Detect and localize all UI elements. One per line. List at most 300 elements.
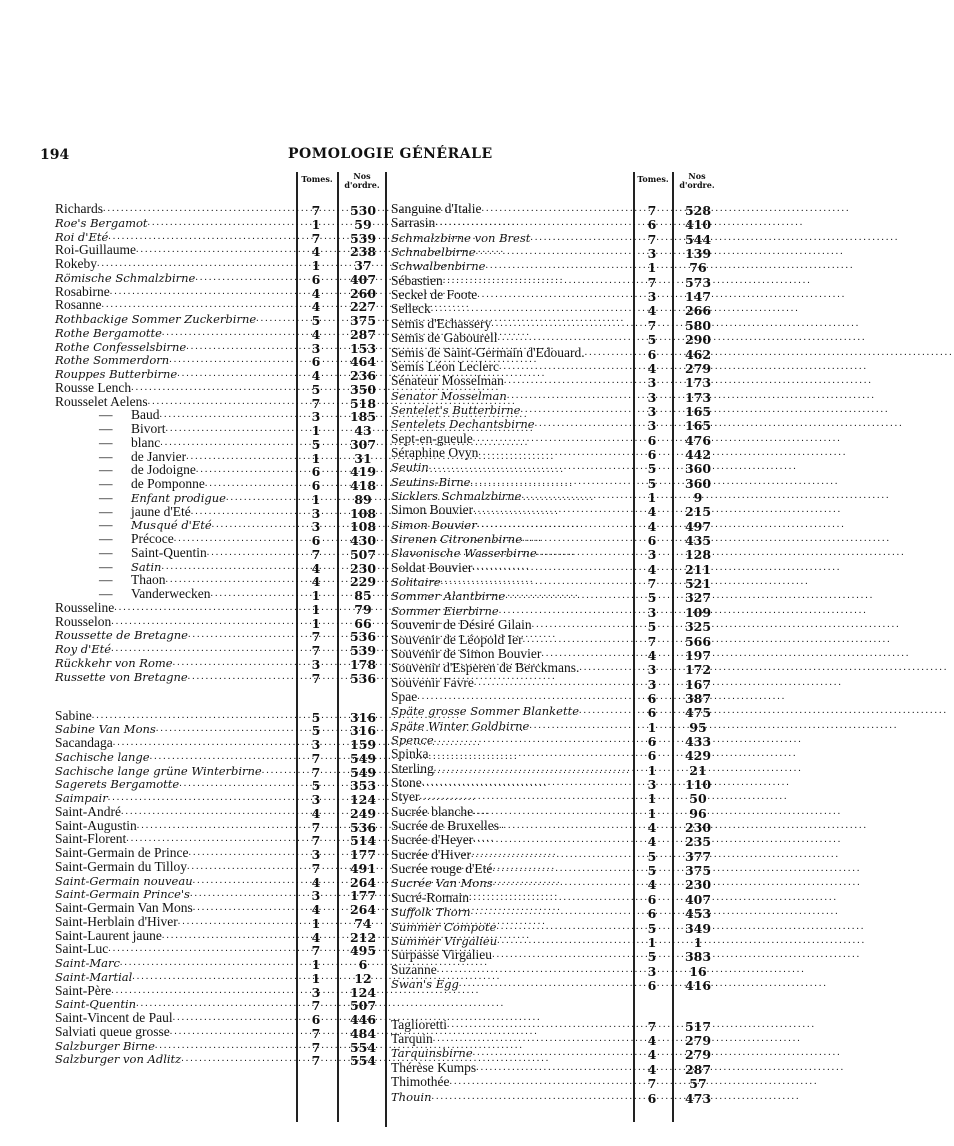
order-number: 85 [354,588,372,603]
entry-name: Sucrée d'Hiver [391,846,472,862]
tome-number: 5 [647,475,657,491]
tome-number: 7 [311,750,321,766]
entry-name: Satin [131,559,162,574]
order-number: 287 [684,1061,712,1077]
dot-leader [434,733,803,747]
tome-number: 3 [311,984,321,1000]
entry-name: de Pomponne [131,476,205,491]
index-entry [55,709,295,723]
entry-name: Sentelets Dechantsbirne [391,417,535,432]
index-entry [55,670,295,684]
entry-name: Sommer Alantbirne [391,589,506,604]
tome-number: 7 [311,1025,321,1041]
dot-leader [491,317,860,331]
index-entry [391,231,633,245]
tome-number: 3 [311,340,321,356]
index-entry [391,819,633,833]
entry-name: Seutin [391,460,429,475]
tome-number: 4 [311,874,321,890]
entry-name: Semis de Saint-Germain d'Edouard. [391,344,585,360]
entry-name: Rosabirne [55,283,110,299]
entry-name: Simon Bouvier [391,517,477,532]
tome-number: 7 [647,633,657,649]
entry-name: Styer [391,789,420,805]
index-entry [391,245,633,259]
order-number: 108 [349,505,377,521]
tome-number: 3 [311,888,321,904]
entry-name: Suzanne [391,961,437,977]
index-entry [55,970,295,984]
entry-name: Musqué d'Eté [131,518,212,533]
index-entry [391,948,633,962]
order-number: 349 [684,920,712,936]
tome-number: 3 [311,409,321,425]
index-entry [391,704,633,718]
index-entry [55,942,295,956]
tome-number: 5 [647,848,657,864]
order-number: 473 [684,1090,712,1106]
order-number: 442 [684,446,712,462]
entry-name: Suffolk Thorn [391,905,471,920]
index-entry [55,408,295,422]
index-entry [391,1061,633,1075]
index-entry [391,790,633,804]
order-number: 464 [349,354,377,370]
order-number: 536 [349,670,377,686]
entry-name: Sucrée Van Mons [391,876,493,891]
tome-number: 6 [647,690,657,706]
entry-name: Rokeby [55,256,97,271]
entry-name: Souvenir de Désiré Gilain [391,617,532,633]
order-number: 316 [349,723,377,739]
tome-number: 6 [647,906,657,922]
tome-number: 7 [647,203,657,218]
tome-number: 3 [311,737,321,753]
tome-number: 6 [311,354,321,370]
tome-number: 4 [647,1033,657,1049]
entry-name: Salviati queue grosse [55,1023,170,1039]
order-number: 316 [349,709,377,725]
entry-name: Bivort [131,421,166,436]
order-number: 419 [349,464,377,480]
tome-number: 3 [647,547,657,563]
entry-name: Rosanne [55,297,102,313]
entry-name: Roussette de Bretagne [55,628,188,643]
order-number: 74 [354,915,372,931]
index-entry [391,733,633,747]
order-number: 549 [349,750,377,766]
tome-number: 1 [647,490,657,505]
order-number: 172 [684,662,712,678]
tome-number: 7 [311,230,321,246]
index-entry [391,934,633,948]
dot-leader [431,302,800,319]
order-number: 407 [684,891,712,907]
index-entry [391,546,633,560]
dot-leader [541,647,910,661]
tome-number: 4 [647,1047,657,1063]
tome-number: 3 [647,375,657,391]
tome-number: 1 [647,260,657,276]
entry-name: Thouin [391,1089,432,1104]
entry-name: Rothe Sommerdorn [55,353,170,368]
index-entry [391,977,633,991]
index-entry [391,1018,633,1032]
order-number: 153 [349,340,377,356]
tome-number: 1 [311,491,321,507]
order-number: 12 [354,970,372,986]
index-entry [391,446,633,460]
order-number: 229 [349,574,377,590]
tome-number: 5 [647,461,657,477]
order-number: 429 [684,748,712,764]
tome-number: 5 [647,863,657,879]
index-entry [55,491,295,505]
entry-name: Swan's Egg [391,976,459,991]
tome-number: 1 [647,719,657,735]
tome-number: 6 [311,271,321,287]
index-entry [391,762,633,776]
entry-name: Semis d'Echassery [391,315,492,331]
entry-name: Enfant prodigue [131,490,226,505]
index-entry [391,417,633,431]
order-number: 264 [349,902,377,918]
entry-name: Sept-en-gueule [391,430,473,446]
order-number: 462 [684,346,712,362]
index-entry [391,891,633,905]
entry-name: Sucré-Romain [391,889,469,905]
entry-name: Sabine Van Mons [55,722,156,737]
order-number: 375 [684,863,712,879]
index-entry [391,475,633,489]
order-number: 264 [349,874,377,890]
tome-number: 3 [647,389,657,405]
tome-number: 4 [647,518,657,534]
tome-number: 6 [647,891,657,907]
order-number: 475 [684,705,712,721]
index-entry [55,340,295,354]
entry-name: Rothbackige Sommer Zuckerbirne [55,312,257,326]
index-entry [391,719,633,733]
index-entry [391,589,633,603]
index-entry [55,477,295,491]
ditto-dash: — [99,558,113,574]
tome-number: 1 [311,423,321,438]
index-entry [55,422,295,436]
entry-name: Senator Mosselman [391,388,507,403]
order-number: 418 [349,478,377,493]
tome-number: 7 [647,317,657,333]
order-number: 290 [684,332,712,348]
dot-leader [432,1090,801,1104]
order-number: 507 [349,998,377,1014]
tome-number: 1 [647,791,657,807]
entry-name: Roy d'Eté [55,642,112,656]
index-entry [391,1032,633,1046]
order-number: 491 [349,860,377,876]
order-number: 230 [684,820,712,836]
entry-name: Saint-Germain du Tilloy [55,858,188,874]
ditto-dash: — [99,572,113,588]
entry-name: Summer Virgalieu [391,933,498,948]
order-number: 165 [684,403,712,419]
index-entry [391,848,633,862]
order-number: 507 [349,546,377,562]
index-entry [55,874,295,888]
ditto-dash: — [99,434,113,450]
entry-name: Sommer Eierbirne [391,603,499,618]
dot-leader [422,776,791,790]
tome-number: 4 [311,805,321,821]
order-number: 521 [684,576,712,592]
dot-leader [492,862,861,879]
order-number: 230 [349,560,377,576]
entry-name: Saint-Luc [55,941,109,957]
entry-name: Solitaire [391,575,441,590]
dot-leader [485,259,854,276]
dot-leader [429,460,798,477]
order-number: 279 [684,360,712,376]
order-number: 230 [684,877,712,893]
order-number: 66 [354,615,372,631]
index-entry [55,546,295,560]
entry-name: Souvenir Favre [391,674,474,690]
entry-name: de Jodoigne [131,462,196,478]
dot-leader [437,963,806,977]
order-number: 50 [689,791,707,807]
index-entry [391,862,633,876]
index-entry [391,259,633,273]
tome-number: 1 [647,805,657,821]
tome-number: 1 [311,258,321,273]
entry-name: Selleck [391,301,431,317]
index-entry [391,432,633,446]
order-number: 177 [349,888,377,904]
index-entry [55,956,295,970]
tome-number: 3 [311,656,321,672]
tome-number: 1 [311,615,321,631]
entry-name: Saint-Quentin [55,997,137,1012]
entry-name: Saint-Florent [55,831,127,847]
index-entry [55,736,295,750]
tome-number: 1 [647,762,657,778]
index-entry [55,984,295,998]
index-entry [391,833,633,847]
tome-number: 4 [311,929,321,945]
tome-number: 5 [647,332,657,348]
order-number: 287 [349,326,377,342]
index-entry [55,436,295,450]
order-number: 377 [684,848,712,864]
entry-name: Sucrée rouge d'Eté [391,861,493,877]
index-entry [391,905,633,919]
entry-name: Roi-Guillaume [55,242,136,258]
order-number: 407 [349,271,377,287]
index-entry [391,1046,633,1060]
tome-number: 1 [311,216,321,232]
dot-leader [434,762,803,776]
tome-number: 7 [311,629,321,645]
index-entry [55,601,295,615]
tome-number: 4 [647,647,657,663]
index-entry [391,690,633,704]
tome-number: 7 [647,1076,657,1092]
entry-name: Späte Winter Goldbirne [391,718,530,733]
ditto-dash: — [99,407,113,423]
entry-name: Schwalbenbirne [391,259,486,274]
tome-number: 1 [311,957,321,973]
entry-name: Saint-Germain nouveau [55,873,193,888]
dot-leader [417,690,786,704]
index-entry [55,395,295,409]
order-number: 416 [684,977,712,993]
tome-number: 7 [311,764,321,780]
order-number: 536 [349,629,377,645]
index-entry [391,288,633,302]
order-number: 57 [689,1076,707,1092]
entry-name: Seckel de Foote [391,287,478,303]
tome-number: 6 [311,478,321,493]
nos-label: Nos [353,171,371,181]
tome-number: 4 [311,368,321,383]
entry-name: Sentelet's Butterbirne [391,402,521,417]
order-number: 249 [349,805,377,821]
tome-number: 6 [647,748,657,764]
dot-leader [420,790,789,807]
tome-number: 4 [647,303,657,319]
index-entry [55,777,295,791]
tome-number: 7 [647,274,657,290]
tome-number: 3 [647,418,657,434]
index-entry [391,216,633,230]
entry-name: Sicklers Schmalzbirne [391,489,522,503]
order-number: 476 [684,432,712,448]
order-number: 89 [354,491,372,507]
entry-name: Sacandaga [55,735,113,751]
tome-number: 3 [311,505,321,521]
nos-sublabel: d'ordre. [679,180,715,190]
order-number: 435 [684,533,712,549]
tome-number: 7 [311,1053,321,1069]
index-entry [55,532,295,546]
tome-number: 6 [647,533,657,549]
index-entry [55,505,295,519]
index-entry [55,915,295,929]
order-number: 6 [358,957,368,973]
entry-name: Slavonische Wasserbirne [391,546,537,561]
tome-number: 6 [647,346,657,362]
entry-name: Taglioretti [391,1016,448,1032]
order-number: 1 [693,934,703,950]
order-number: 353 [349,778,377,794]
tome-number: 7 [647,1018,657,1034]
order-number: 185 [349,409,377,425]
index-entry [55,312,295,326]
entry-name: Saint-Père [55,982,112,998]
order-number: 360 [684,475,712,491]
index-entry [391,876,633,890]
order-number: 59 [354,216,372,232]
entry-name: Seutins-Birne [391,474,471,489]
index-entry [391,575,633,589]
index-entry [391,604,633,618]
order-number: 167 [684,676,712,692]
order-number: 580 [684,317,712,333]
index-entry [391,532,633,546]
entry-name: Sucrée d'Heyer [391,832,474,848]
order-number: 307 [349,436,377,452]
tome-number: 7 [311,546,321,562]
entry-name: Tarquinsbirne [391,1046,473,1061]
order-number: 96 [689,805,707,821]
order-number: 539 [349,643,377,658]
index-entry [55,1052,295,1066]
entry-name: Sterling [391,760,434,776]
order-number: 549 [349,764,377,780]
tome-number: 7 [311,860,321,876]
entry-name: Soldat Bouvier [391,559,473,575]
order-number: 528 [684,203,712,218]
index-entry [55,1039,295,1053]
tome-number: 7 [311,670,321,686]
dot-leader [492,948,861,965]
page-number: 194 [40,147,70,163]
order-number: 212 [349,929,377,945]
entry-name: Russette von Bretagne [55,669,188,684]
tome-number: 6 [311,464,321,480]
order-number: 124 [349,792,377,808]
index-entry [391,360,633,374]
order-number: 215 [684,504,712,520]
tome-number: 7 [311,998,321,1014]
order-number: 76 [689,260,707,276]
tome-number: 3 [647,777,657,792]
tome-number: 7 [311,643,321,658]
entry-name: Sagerets Bergamotte [55,777,180,792]
ditto-dash: — [99,544,113,560]
order-number: 573 [684,274,712,290]
tome-number: 3 [647,246,657,262]
tomes-header-left: Tomes. [301,174,333,184]
entry-name: Römische Schmalzbirne [55,270,196,285]
entry-name: Saint-Marc [55,956,120,971]
entry-name: Sarrasin [391,215,436,231]
order-number: 108 [349,519,377,535]
entry-name: Sénateur Mosselman [391,373,504,389]
tome-number: 7 [647,576,657,592]
order-number: 147 [684,289,712,305]
index-entry [391,460,633,474]
index-entry [391,346,633,360]
entry-name: Rothe Confesselsbirne [55,339,187,354]
ditto-dash: — [99,503,113,519]
entry-name: Thimothée [391,1074,450,1090]
order-number: 279 [684,1047,712,1063]
index-entry [391,274,633,288]
entry-name: Sucrée de Bruxelles [391,818,499,834]
tome-number: 3 [311,792,321,808]
tome-number: 4 [647,820,657,836]
tome-number: 5 [311,723,321,739]
entry-name: Rousselet Aelens [55,393,148,409]
tome-number: 1 [311,970,321,986]
tome-number: 4 [647,360,657,376]
entry-name: Vanderwecken [131,586,211,601]
tome-number: 5 [311,381,321,397]
entry-name: Spae [391,688,418,704]
index-entry [391,676,633,690]
tome-number: 4 [647,834,657,850]
